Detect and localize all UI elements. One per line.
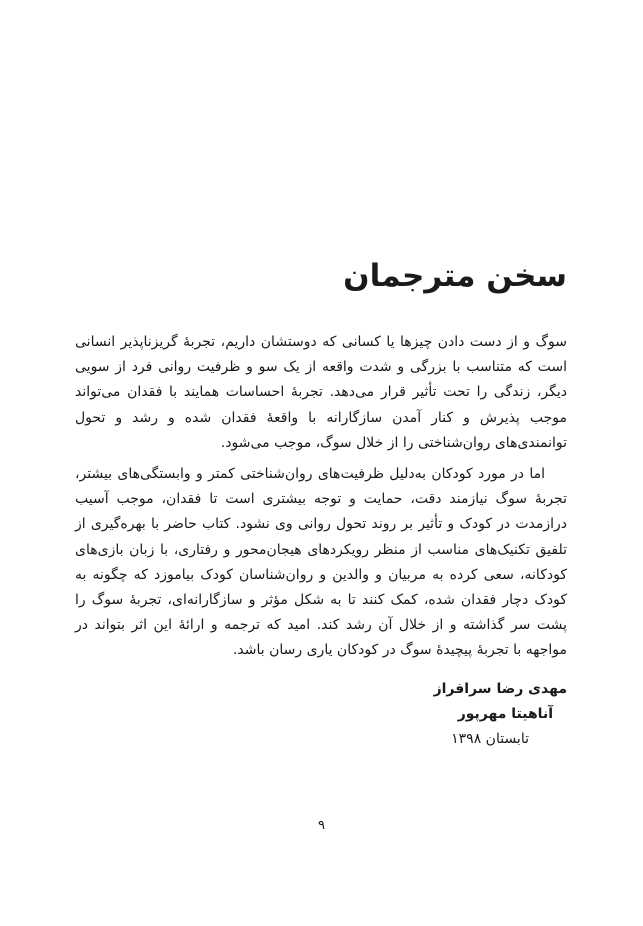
paragraph: اما در مورد کودکان به‌دلیل ظرفیت‌های روان‌شناختی کمتر و وابستگی‌های بیشتر، تجربهٔ سوگ نیازمند دقت، حمایت و توجه بیشتری است تا فقدان، موجب آسیب درازمدت در کودک و تأثیر بر روند تحول روانی وی نشود. کتاب حاضر با بهره‌گیری از تلفیق تکنیک‌های مناسب از منظر رویکردهای هیجان‌محور و رفتاری، با زبان بازی‌های کودکانه، سعی کرده به مربیان و والدین و روان‌شناسان کودک بیاموزد که چگونه به کودک دچار فقدان شده، کمک کنند تا به شکل مؤثر و سازگارانه‌ای، تجربهٔ سوگ را پشت سر گذاشته و از خلال آن رشد کند. امید که ترجمه و ارائهٔ این اثر بتواند در مواجهه با تجربهٔ پیچیدهٔ سوگ در کودکان یاری رسان باشد. (75, 466, 567, 659)
page-number: ۹ (318, 818, 325, 833)
paragraph: سوگ و از دست دادن چیزها یا کسانی که دوستشان داریم، تجربهٔ گریزناپذیر انسانی است که متناسب با بزرگی و شدت واقعه از یک سو و ظرفیت روانی فرد از سویی دیگر، زندگی را تحت تأثیر قرار می‌دهد. تجربهٔ احساسات همایند با فقدان می‌تواند موجب پذیرش و کنار آمدن سازگارانه با واقعهٔ فقدان شده و رشد و تحول توانمندی‌های روان‌شناختی را از خلال سوگ، موجب می‌شود. (75, 334, 567, 451)
translator-name: آناهیتا مهرپور (457, 706, 553, 722)
translators-signature (434, 677, 567, 752)
signature-date: تابستان ۱۳۹۸ (451, 731, 529, 747)
body-text (75, 330, 567, 664)
page-title: سخن مترجمان (343, 258, 567, 294)
translator-name: مهدی رضا سرافراز (433, 681, 567, 697)
